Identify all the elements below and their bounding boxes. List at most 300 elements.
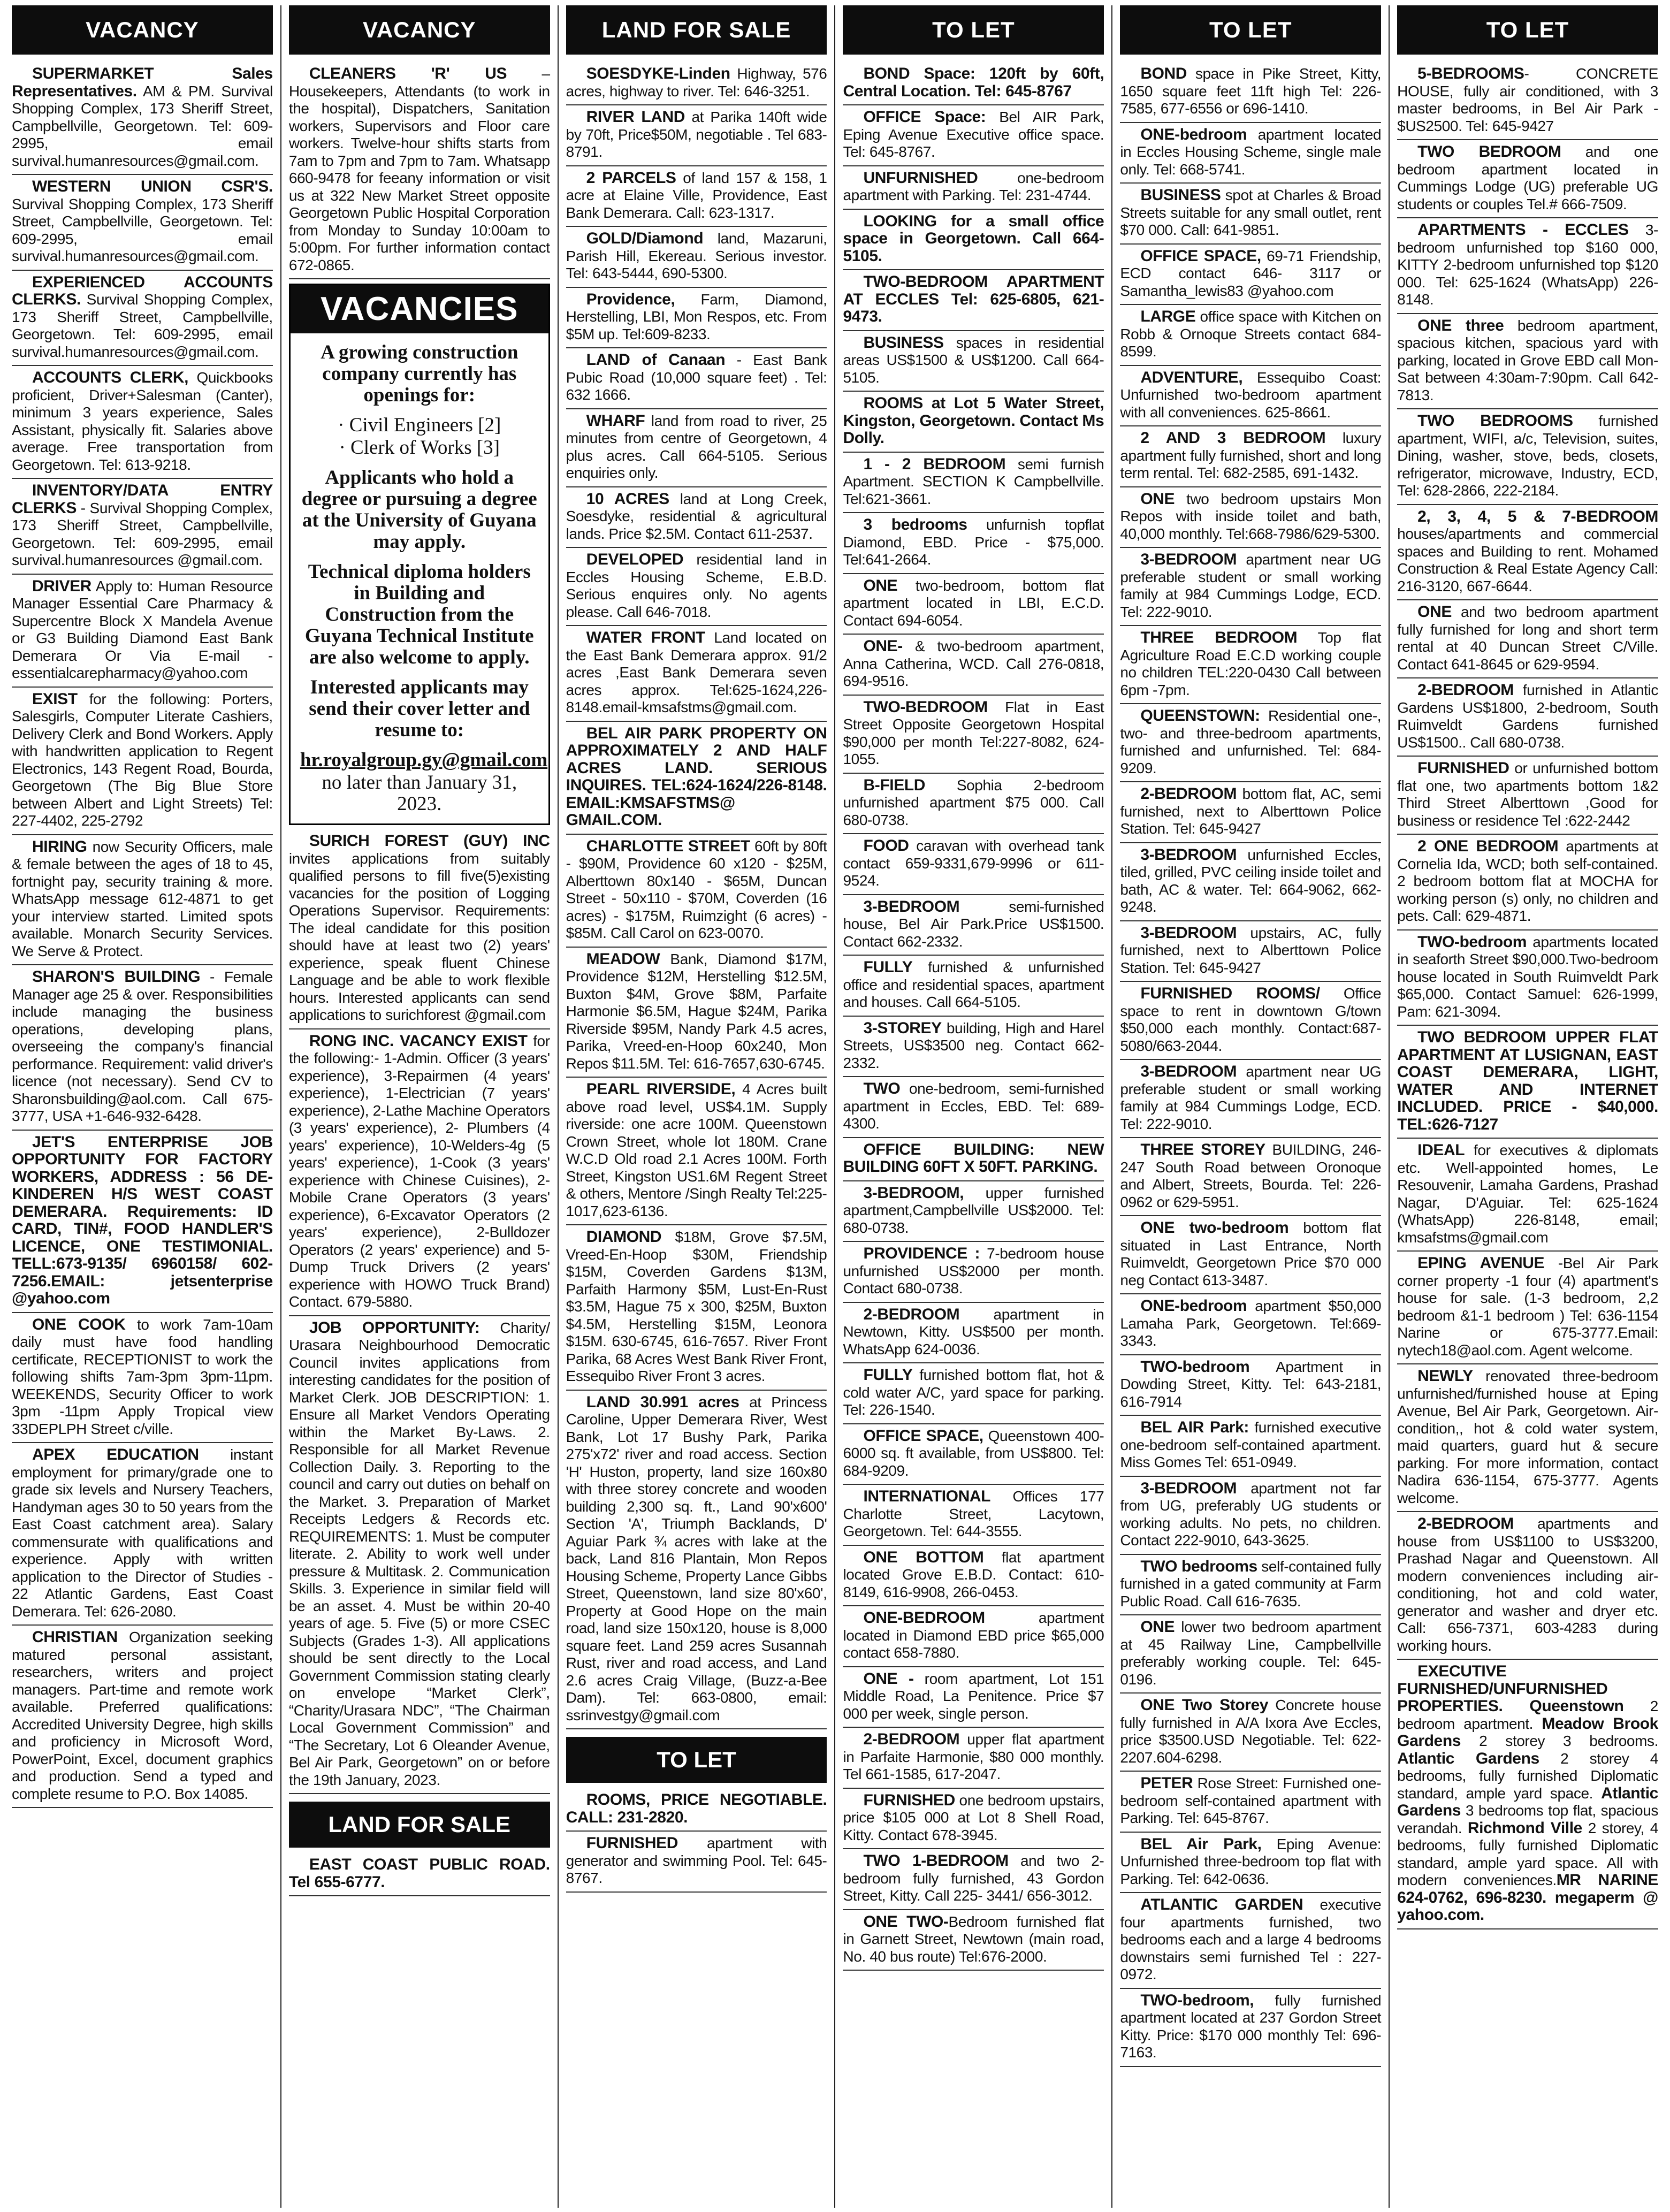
classified-ad [12, 366, 273, 479]
ad-lead: FURNISHED [586, 1834, 678, 1852]
ad-lead: GOLD/Diamond [586, 230, 704, 247]
column-header: VACANCY [289, 5, 550, 55]
ad-body: apartment in Newtown, Kitty. US$500 per month. WhatsApp 624-0036. [843, 1306, 1104, 1357]
classified-ad [1120, 1833, 1381, 1894]
classified-ad [12, 1626, 273, 1808]
ad-lead: ONE-bedroom [1140, 125, 1247, 143]
ad-lead: LOOKING for a small office space in Georgetown. Call 664-5105. [843, 212, 1104, 265]
ad-body: one bedroom upstairs, price $105 000 at Lot 8 Shell Road, Kitty. Contact 678-3945. [843, 1791, 1104, 1843]
ad-body: upstairs, AC, fully furnished, next to Alberttown Police Station. Tel: 645-9427 [1120, 924, 1382, 976]
ad-lead: THREE BEDROOM [1140, 629, 1298, 646]
ad-body: 2 storey, 4 bedrooms, fully furnished Diplomatic standard, ample yard space. All with modern conveniences. [1397, 1819, 1658, 1888]
ad-body: instant employment for primary/grade one to grade six levels and Nursery Teachers, Handyman ages 30 to 50 years from the East Coast catchment area). Salary commensurate with qualifications and experience. Apply with written application to the Director of Studies - 22 Atlantic Gardens, East Coast Demerara. Tel: 626-2080. [12, 1446, 273, 1620]
classified-ad [1120, 366, 1381, 427]
classified-ad [843, 895, 1104, 956]
classified-ad [1120, 1477, 1381, 1555]
classified-ad [566, 1788, 827, 1832]
ad-body: Essequibo Coast: Unfurnished two-bedroom apartment with all conveniences. 625-8661. [1120, 369, 1382, 421]
classified-ad [566, 1391, 827, 1730]
ad-lead: PEARL RIVERSIDE, [586, 1080, 736, 1098]
classified-ad [843, 513, 1104, 574]
ad-body: fully furnished apartment located at 237 Gordon Street Kitty. Price: $170 000 monthly Tel: 696-7163. [1120, 1992, 1382, 2061]
ad-body: Farm, Diamond, Herstelling, LBI, Mon Respos, etc. From $5M up. Tel:609-8233. [566, 291, 827, 342]
classified-ad [1120, 548, 1381, 626]
ad-lead: TWO BEDROOMS [1417, 412, 1573, 430]
ad-lead: WHARF [586, 411, 645, 430]
ad-lead: ROOMS at Lot 5 Water Street, Kingston, Georgetown. Contact Ms Dolly. [843, 394, 1104, 447]
ad-lead: 2-BEDROOM [863, 1730, 960, 1748]
classified-ad [566, 166, 827, 227]
ad-lead: 2-BEDROOM [1417, 681, 1514, 699]
ad-body: 60ft by 80ft - $90M, Providence 60 x120 - $25M, Alberttown 80x140 - $65M, Duncan Street - 50x110 - $70M, Coverden (16 acres) - $175M, Ruimzight (6 acres) - $85M. Call Carol on 623-0070. [566, 837, 827, 941]
ad-lead: BEL AIR PARK PROPERTY ON APPROXIMATELY 2 AND HALF ACRES LAND. SERIOUS INQUIRES. TEL:624-1624/226-8148. EMAIL:KMSAFSTMS@ GMAIL.COM. [566, 724, 827, 829]
classified-ad [1397, 600, 1658, 678]
column-4 [835, 5, 1112, 2208]
classified-ad [1397, 678, 1658, 757]
ad-body: office space with Kitchen on Robb & Ornoque Streets contact 684-8599. [1120, 308, 1382, 360]
classified-ad [843, 1849, 1104, 1910]
classified-ad [1120, 123, 1381, 184]
classified-ad [566, 348, 827, 409]
ad-body: -Bel Air Park corner property -1 four (4) apartment's house for sale. (1-3 bedroom, 2,2 bedroom &1-1 bedroom ) Tel: 636-1154 Narine or 675-3777.Email: nytech18@aol.com. Agent welcome. [1397, 1255, 1658, 1359]
classified-ad [12, 479, 273, 575]
ad-body: Quickbooks proficient, Driver+Salesman (Canter), minimum 3 years experience, Sales Assistant, physically fit. Salaries above average. Free transportation from Georgetown. Tel: 613-9218. [12, 369, 273, 473]
ad-lead: TWO BEDROOM UPPER FLAT APARTMENT AT LUSIGNAN, EAST COAST DEMERARA, LIGHT, WATER AND INTERNET INCLUDED. PRICE - $40,000. TEL:626-7127 [1397, 1028, 1658, 1133]
classified-ad [12, 965, 273, 1131]
classified-ad [843, 1017, 1104, 1078]
classified-ad [1120, 921, 1381, 982]
ad-body: 2 bedroom apartment. [1397, 1698, 1658, 1732]
classified-ad [843, 696, 1104, 774]
classified-ad [1120, 1060, 1381, 1138]
ad-lead: FULLY [863, 958, 913, 976]
ad-lead: 2 AND 3 BEDROOM [1140, 429, 1326, 447]
ad-body: - East Bank Pubic Road (10,000 square feet) . Tel: 632 1666. [566, 352, 827, 403]
ad-lead: NEWLY [1417, 1367, 1473, 1385]
ad-body: 2 storey 4 bedrooms, fully furnished Diplomatic standard, ample yard space. [1397, 1750, 1658, 1802]
ad-body: executive four apartments furnished, two bedrooms each and a large 4 bedrooms downstairs semi furnished Tel : 227-0972. [1120, 1896, 1382, 1982]
ad-body: - CONCRETE HOUSE, fully air conditioned, with 3 master bedrooms, in Bel Air Park - $US2500. Tel: 645-9427 [1397, 65, 1658, 134]
column-1 [4, 5, 281, 2208]
classified-ad [566, 835, 827, 948]
ad-lead: SOESDYKE-Linden [586, 65, 730, 82]
classified-ad [566, 288, 827, 349]
ad-lead: EXIST [32, 690, 78, 708]
classified-ad [1120, 1694, 1381, 1772]
ad-body: semi furnish Apartment. SECTION K Campbellville. Tel:621-3661. [843, 455, 1104, 507]
vacancies-box [289, 284, 550, 825]
ad-lead: TWO BEDROOM [1417, 143, 1561, 161]
ad-lead: JET'S ENTERPRISE JOB OPPORTUNITY FOR FACTORY WORKERS, ADDRESS : 56 DE-KINDEREN H/S WEST COAST DEMERARA. Requirements: ID CARD, TIN#, FOOD HANDLER'S LICENCE, ONE TESTIMONIAL. TELL:673-9135/ 6960158/ 602-7256.EMAIL: jetsenterprise @yahoo.com [12, 1133, 273, 1307]
ad-body: flat apartment located Grove E.B.D. Contact: 610-8149, 616-9908, 266-0453. [843, 1549, 1104, 1600]
classified-ad [843, 1667, 1104, 1728]
classified-ad [1120, 1355, 1381, 1416]
ad-lead: BUSINESS [1140, 186, 1221, 204]
ad-lead: ONE BOTTOM [863, 1548, 984, 1566]
ad-lead: FOOD [863, 837, 909, 855]
ad-body: furnished bottom flat, hot & cold water A/C, yard space for parking. Tel: 226-1540. [843, 1367, 1104, 1418]
ad-body: furnished in Atlantic Gardens US$1800, 2-bedroom, South Ruimveldt Gardens furnished US$1500.. Call 680-0738. [1397, 682, 1658, 751]
ad-body: apartment not far from UG, preferably UG students or working adults. No pets, no children. Contact 222-9010, 643-3625. [1120, 1479, 1382, 1549]
classified-ad [1397, 505, 1658, 601]
ad-lead: TWO-BEDROOM [863, 698, 988, 716]
ad-lead: ONE three [1417, 316, 1504, 334]
ad-body: and two 2-bedroom fully furnished, 43 Gordon Street, Kitty. Call 225- 3441/ 656-3012. [843, 1852, 1104, 1904]
ad-lead: ONE-bedroom [1140, 1297, 1247, 1315]
ad-body: apartment $50,000 Lamaha Park, Georgetown. Tel:669-3343. [1120, 1298, 1382, 1349]
ad-body: spaces in residential areas US$1500 & US$1200. Call 664-5105. [843, 334, 1104, 386]
ad-body: furnished & unfurnished office and residential spaces, apartment and houses. Call 664-5105. [843, 959, 1104, 1010]
ad-body: Top flat Agriculture Road E.C.D working couple no children TEL:220-0430 Call between 6pm -7pm. [1120, 629, 1382, 698]
classified-ad [1120, 843, 1381, 921]
ad-lead: B-FIELD [863, 776, 925, 794]
ad-lead: TWO-bedroom [1417, 933, 1527, 951]
ad-body: 2 storey 3 bedrooms. [1461, 1733, 1658, 1749]
ad-lead: FURNISHED [863, 1791, 955, 1809]
ad-body: bottom flat, AC, semi furnished, next to Alberttown Police Station. Tel: 645-9427 [1120, 785, 1382, 837]
ad-body: land from road to river, 25 minutes from centre of Georgetown, 4 plus acres. Call 664-5105. Serious enquiries only. [566, 412, 827, 481]
ad-lead: BOND [1140, 65, 1187, 82]
classified-ad [843, 1728, 1104, 1789]
ad-lead: BEL AIR Park: [1140, 1418, 1249, 1436]
ad-body: luxury apartment fully furnished, short and long term rental. Tel: 682-2585, 691-1432. [1120, 430, 1382, 481]
classified-ad [1120, 704, 1381, 782]
classified-ad [843, 1485, 1104, 1546]
classified-ad [566, 548, 827, 626]
ad-body: apartment located in Eccles Housing Scheme, single male only. Tel: 668-5741. [1120, 126, 1382, 178]
ad-body: at Parika 140ft wide by 70ft, Price$50M, negotiable . Tel 683-8791. [566, 109, 827, 160]
classified-ad [843, 1303, 1104, 1364]
classified-ad [12, 62, 273, 175]
ad-lead: Meadow Brook Gardens [1397, 1714, 1658, 1750]
ad-lead: APEX EDUCATION [32, 1446, 199, 1463]
ad-lead: TWO [863, 1080, 901, 1097]
ad-lead: 5-BEDROOMS [1417, 65, 1524, 82]
ad-lead: TWO-bedroom [1140, 1357, 1250, 1376]
ad-lead: LARGE [1140, 308, 1196, 325]
classified-ad [289, 829, 550, 1029]
classified-ad [12, 1313, 273, 1444]
ad-lead: BUSINESS [863, 333, 944, 352]
classified-ad [566, 105, 827, 166]
ad-lead: QUEENSTOWN: [1140, 707, 1260, 724]
ad-body: or unfurnished bottom flat one, two apartments bottom 1&2 Third Street Alberttown ,Good for business or residence Tel :622-2442 [1397, 760, 1658, 829]
ad-body: two-bedroom, bottom flat apartment located in LBI, E.C.D. Contact 694-6054. [843, 577, 1104, 629]
ad-lead: ONE two-bedroom [1140, 1219, 1289, 1237]
ad-body: 4 Acres built above road level, US$4.1M. Supply riverside: one acre 100M. Queenstown Crown Street, whole lot 180M. Crane W.C.D Old road 2.1 Acres 100M. Forth Street, Kingston US1.6M Regent Street & others, Mentore /Singh Realty Tel:225-1017,623-6136. [566, 1081, 827, 1219]
ad-body: unfurnish topflat Diamond, EBD. Price - $75,000. Tel:641-2664. [843, 516, 1104, 568]
ad-lead: ONE [1140, 490, 1175, 508]
ad-body: land, Mazaruni, Parish Hill, Ekereau. Serious investor. Tel: 643-5444, 690-5300. [566, 230, 827, 281]
ad-lead: RONG INC. VACANCY EXIST [309, 1032, 528, 1050]
classified-ad [1120, 245, 1381, 306]
classified-ad [289, 62, 550, 279]
ad-lead: 3-BEDROOM, [863, 1184, 964, 1202]
ad-lead: 3-BEDROOM [1140, 845, 1237, 864]
classified-ad [566, 1078, 827, 1225]
ad-lead: Providence, [586, 290, 675, 308]
classified-ad [566, 1225, 827, 1391]
ad-lead: ONE [863, 576, 898, 594]
classified-ad [1120, 1555, 1381, 1616]
classified-ad [1397, 409, 1658, 505]
ad-body: apartment near UG preferable student or small working family at 984 Cummings Lodge, ECD. Tel: 222-9010. [1120, 551, 1382, 620]
ad-body: 3 bedrooms top flat, spacious verandah. [1397, 1802, 1658, 1836]
ad-body: BUILDING, 246-247 South Road between Oronoque and Albert, Streets, Bourda. Tel: 226-0962 or 629-5951. [1120, 1141, 1382, 1210]
column-5 [1112, 5, 1390, 2208]
classified-ad [12, 575, 273, 688]
ad-body: one-bedroom apartment with Parking. Tel: 231-4744. [843, 169, 1104, 203]
ad-body: Concrete house fully furnished in A/A Ixora Ave Eccles, price $3500.USD Negotiable. Tel: 622-2207.604-6298. [1120, 1697, 1382, 1766]
ad-lead: WATER FRONT [586, 629, 705, 646]
ad-body: apartments located in seaforth Street $90,000.Two-bedroom house located in South Ruimveldt Park $65,000. Contact Samuel: 626-1999, Pam: 621-3094. [1397, 933, 1658, 1020]
classified-ad [1120, 1893, 1381, 1989]
column-header: TO LET [1120, 5, 1381, 55]
ad-body: & two-bedroom apartment, Anna Catherina, WCD. Call 276-0818, 694-9516. [843, 638, 1104, 689]
ad-body: 3-bedroom unfurnished top $160 000, KITTY 2-bedroom unfurnished top $120 000. Tel: 625-1624 (WhatsApp) 226-8148. [1397, 222, 1658, 308]
ad-body: houses/apartments and commercial spaces and Building to rent. Mohamed Construction & Real Estate Agency Call: 216-3120, 667-6644. [1397, 525, 1658, 594]
box-email: hr.royalgroup.gy@gmail.com [300, 749, 548, 771]
ad-body: spot at Charles & Broad Streets suitable for any small outlet, rent $70 000. Call: 641-9851. [1120, 187, 1382, 238]
ad-body: Highway, 576 acres, highway to river. Tel: 646-3251. [566, 65, 827, 100]
classified-ad [12, 271, 273, 367]
ad-body: apartment located in Diamond EBD price $65,000 contact 658-7880. [843, 1610, 1104, 1661]
ad-body: - Survival Shopping Complex, 173 Sheriff Street, Campbellville, Georgetown. Tel: 609-2995, email survival.humanresources @gmail.com. [12, 499, 273, 568]
ad-lead: RIVER LAND [586, 108, 685, 126]
ad-lead: APARTMENTS - ECCLES [1417, 221, 1629, 239]
ad-lead: ONE COOK [32, 1315, 126, 1333]
ad-lead: 2 PARCELS [586, 169, 676, 187]
classified-ad [566, 1832, 827, 1893]
classified-ad [843, 574, 1104, 635]
classified-ad [566, 487, 827, 548]
ad-lead: EPING AVENUE [1417, 1254, 1545, 1272]
classified-ad [1120, 1138, 1381, 1216]
ad-body: at Princess Caroline, Upper Demerara River, West Bank, Lot 17 Bushy Park, Parika 275'x72' river and road access. Section 'H' Huston, property, land size 160x80 with three storey concrete and wooden building 2,300 sq. ft., Land 90'x600' Section 'A', Triumph Backlands, D' Aguiar Park ¾ acres with lake at the back, Land 816 Plantain, Mon Repos Housing Scheme, Property Lance Gibbs Street, Queenstown, land size 80'x60', Property at Good Hope on the main road, land size 150x120, house is 8,000 square feet. Land 259 acres Susannah Rust, river and road access, and Land 2.6 acres Craig Village, (Buzz-a-Bee Dam). Tel: 663-0800, email: ssrinvestgy@gmail.com [566, 1393, 827, 1723]
ad-body: 7-bedroom house unfurnished US$2000 per month. Contact 680-0738. [843, 1245, 1104, 1296]
column-header: VACANCY [12, 5, 273, 55]
classified-ad [843, 453, 1104, 514]
column-header: LAND FOR SALE [566, 5, 827, 55]
box-deadline: no later than January 31, 2023. [322, 772, 517, 815]
ad-body: Residential one-, two- and three-bedroom apartments, furnished and unfurnished. Tel: 684-9209. [1120, 707, 1382, 776]
ad-lead: EXECUTIVE FURNISHED/UNFURNISHED PROPERTIES. Queenstown [1397, 1662, 1624, 1715]
ad-body: furnished apartment, WIFI, a/c, Television, suites, Dining, washer, stove, beds, closets, refrigerator, microwave, Industry, ECD, Tel: 628-2866, 222-2184. [1397, 413, 1658, 499]
ad-lead: JOB OPPORTUNITY: [309, 1318, 480, 1337]
ad-body: 69-71 Friendship, ECD contact 646- 3117 or Samantha_lewis83 @yahoo.com [1120, 247, 1382, 299]
classified-ad [843, 331, 1104, 392]
ad-lead: DRIVER [32, 577, 91, 595]
classified-ad [1397, 218, 1658, 314]
ad-lead: EAST COAST PUBLIC ROAD. Tel 655-6777. [288, 1856, 550, 1891]
ad-lead: PROVIDENCE : [863, 1245, 980, 1262]
ad-lead: ONE [1417, 603, 1452, 621]
ad-body: Land located on the East Bank Demerara approx. 91/2 acres ,East Bank Demerara seven acres approx. Tel:625-1624,226-8148.email-kmsafstms@gmail.com. [566, 629, 827, 715]
ad-body: Queenstown 400-6000 sq. ft available, from US$800. Tel: 684-9209. [843, 1427, 1104, 1479]
ad-body: Bel AIR Park, Eping Avenue Executive office space. Tel: 645-8767. [843, 109, 1104, 160]
ad-body: land at Long Creek, Soesdyke, residential & agricultural lands. Price $2.5M. Contact 611-2537. [566, 490, 827, 542]
ad-lead: ACCOUNTS CLERK, [32, 369, 189, 386]
classified-ad [1120, 1216, 1381, 1294]
ad-lead: 3-BEDROOM [863, 897, 960, 916]
classified-ad [1397, 1660, 1658, 1929]
ad-body: Survival Shopping Complex, 173 Sheriff Street, Campbellville, Georgetown. Tel: 609-2995, email survival.humanresources@gmail.com. [12, 291, 273, 360]
ad-body: Apply to: Human Resource Manager Essential Care Pharmacy & Supercentre Block X Mandela Avenue or G3 Building Diamond East Bank Demerara Or Via E-mail - essentialcarepharmacy@yahoo.com [12, 577, 273, 681]
ad-lead: EXPERIENCED ACCOUNTS CLERKS. [12, 273, 273, 308]
ad-body: apartments and house from US$1100 to US$3200, Prashad Nagar and Queenstown. All modern conveniences including air-conditioning, hot and cold water, generator and washer and dryer etc. Call: 656-7371, 603-4283 during working hours. [1397, 1515, 1658, 1654]
classified-ad [843, 1424, 1104, 1485]
ad-lead: SURICH FOREST (GUY) INC [309, 832, 550, 850]
ad-lead: ATLANTIC GARDEN [1140, 1896, 1303, 1913]
ad-body: for the following:- 1-Admin. Officer (3 years' experience), 3-Repairmen (4 years' experience), 1-Electrician (7 years' experience), 2-Lathe Machine Operators (3 years' experience), 2- Plumbers (4 years' experience), 10-Welders-4g (5 years' experience), 1-Cook (3 years' experience with Chinese Cuisines), 2-Mobile Crane Operators (3 years' experience), 6-Excavator Operators (2 years' experience), 2-Bulldozer Operators (2 years' experience) and 5-Dump Truck Drivers (2 years' experience with HOWO Truck Brand) Contact. 679-5880. [288, 1032, 550, 1310]
ad-body: Organization seeking matured personal assistant, researchers, writers and project managers. Part-time and remote work available. Preferred qualifications: Accredited University Degree, high skills and proficiency in Microsoft Word, PowerPoint, Excel, document graphics and production. Send a typed and complete resume to P.O. Box 14085. [12, 1629, 273, 1802]
ad-lead: SUPERMARKET Sales Representatives. [12, 65, 273, 100]
classified-ad [1120, 982, 1381, 1060]
ad-body: for the following: Porters, Salesgirls, Computer Literate Cashiers, Delivery Clerk and Bond Workers. Apply with handwritten application to Regent Electronics, 143 Regent Road, Bourda, Georgetown (The Big Blue Store between Albert and Light Streets) Tel: 227-4402, 225-2792 [12, 690, 273, 829]
classified-ad [1397, 314, 1658, 410]
classified-ad [12, 688, 273, 835]
classified-ad [12, 1131, 273, 1313]
ad-lead: MR NARINE 624-0762, 696-8230. megaperm @ yahoo.com. [1397, 1871, 1658, 1924]
classified-ad [1397, 1252, 1658, 1364]
ad-body: upper flat apartment in Parfaite Harmonie, $80 000 monthly. Tel 661-1585, 617-2047. [843, 1731, 1104, 1782]
ad-body: furnished executive one-bedroom self-contained apartment. Miss Gomes Tel: 651-0949. [1120, 1419, 1382, 1470]
ad-lead: SHARON'S BUILDING [32, 968, 201, 986]
ad-lead: CHRISTIAN [32, 1628, 118, 1646]
column-header: TO LET [843, 5, 1104, 55]
column-header: TO LET [1397, 5, 1658, 55]
ad-body: and one bedroom apartment located in Cummings Lodge (UG) preferable UG students or couples Tel.# 666-7509. [1397, 143, 1658, 212]
box-paragraph: Applicants who hold a degree or pursuing a degree at the University of Guyana may apply. [301, 467, 537, 553]
ad-lead: ONE [1140, 1618, 1175, 1636]
ad-lead: INTERNATIONAL [863, 1488, 991, 1505]
ad-body: Sophia 2-bedroom unfurnished apartment $75 000. Call 680-0738. [843, 776, 1104, 828]
ad-lead: 2-BEDROOM [1140, 785, 1237, 803]
classified-ad [1397, 62, 1658, 140]
classified-ad [1397, 140, 1658, 218]
classified-ad [843, 1606, 1104, 1667]
ad-lead: ONE-BEDROOM [863, 1609, 985, 1627]
box-paragraph: Technical diploma holders in Building and Construction from the Guyana Technical Institute are also welcome to apply. [304, 561, 534, 668]
ad-body: caravan with overhead tank contact 659-9331,679-9996 or 611-9524. [843, 837, 1104, 889]
ad-lead: 3-BEDROOM [1140, 1479, 1237, 1497]
classified-ad [1120, 1772, 1381, 1833]
ad-lead: 3 bedrooms [863, 516, 967, 533]
classified-ad [566, 62, 827, 105]
ad-lead: DIAMOND [586, 1228, 662, 1246]
column-3 [559, 5, 836, 2208]
ad-lead: Richmond Ville [1467, 1819, 1582, 1837]
ad-body: Bank, Diamond $17M, Providence $12M, Herstelling $12.5M, Buxton $4M, Grove $8M, Parfaite Harmonie $6.5M, Hague $24M, Parika Riverside $95M, Nandy Park 4.5 acres, Parika, Vreed-en-Hoop 60x240, Mon Repos $11.5M. Tel: 616-7657,630-6745. [566, 950, 827, 1072]
ad-body: apartment with generator and swimming Pool. Tel: 645-8767. [566, 1835, 827, 1886]
ad-lead: 3-BEDROOM [1140, 924, 1237, 942]
ad-lead: HIRING [32, 837, 87, 856]
ad-body: bottom flat situated in Last Entrance, North Ruimveldt, Georgetown Price $70 000 neg Contact 613-3487. [1120, 1219, 1382, 1288]
ad-lead: ONE- [863, 637, 903, 655]
classified-ad [289, 1316, 550, 1795]
ad-lead: TWO bedrooms [1140, 1557, 1257, 1575]
section-subheader: LAND FOR SALE [289, 1802, 550, 1848]
ad-lead: LAND of Canaan [586, 351, 726, 369]
ad-lead: FURNISHED ROOMS/ [1140, 985, 1320, 1002]
classified-ad [843, 1363, 1104, 1424]
box-list-item: · Clerk of Works [3] [339, 437, 500, 459]
ad-lead: 1 - 2 BEDROOM [863, 455, 1006, 473]
classified-ad [566, 722, 827, 835]
classified-ad [1120, 305, 1381, 366]
ad-lead: 2-BEDROOM [863, 1305, 960, 1323]
classified-ad [843, 1077, 1104, 1138]
classified-ad [12, 175, 273, 271]
ad-lead: 10 ACRES [586, 490, 669, 508]
ad-lead: WESTERN UNION CSR'S. [32, 178, 273, 195]
ad-lead: BOND Space: 120ft by 60ft, Central Location. Tel: 645-8767 [843, 65, 1104, 100]
classified-ad [843, 166, 1104, 210]
ad-lead: ONE Two Storey [1140, 1696, 1269, 1714]
ad-lead: 3-BEDROOM [1140, 551, 1237, 568]
ad-lead: PETER [1140, 1774, 1193, 1792]
ad-body: Rose Street: Furnished one-bedroom self-contained apartment with Parking. Tel: 645-8767. [1120, 1775, 1382, 1826]
ad-lead: 2 ONE BEDROOM [1417, 837, 1559, 855]
ad-body: semi-furnished house, Bel Air Park.Price US$1500. Contact 662-2332. [843, 898, 1104, 950]
classifieds-page [4, 5, 1666, 2208]
classified-ad [843, 270, 1104, 331]
classified-ad [1120, 62, 1381, 123]
ad-lead: OFFICE SPACE, [863, 1427, 983, 1445]
classified-ad [566, 409, 827, 487]
classified-ad [843, 1242, 1104, 1303]
classified-ad [1397, 835, 1658, 930]
classified-ad [843, 1546, 1104, 1607]
box-list-item: · Civil Engineers [2] [338, 414, 501, 436]
ad-lead: FULLY [863, 1366, 913, 1384]
ad-lead: BEL Air Park, [1140, 1835, 1262, 1853]
ad-body: now Security Officers, male & female between the ages of 18 to 45, fortnight pay, security training & more. WhatsApp message 612-4871 to get your interview started. Limited spots available. Monarch Security Services. We Serve & Protect. [12, 838, 273, 959]
box-title: VACANCIES [291, 285, 548, 333]
ad-lead: OFFICE BUILDING: NEW BUILDING 60FT X 50FT. PARKING. [843, 1140, 1104, 1176]
ad-body: residential land in Eccles Housing Scheme, E.B.D. Serious enquires only. No agents please. Call 646-7018. [566, 551, 827, 620]
classified-ad [843, 1181, 1104, 1242]
classified-ad [12, 835, 273, 966]
ad-body: Flat in East Street Opposite Georgetown Hospital $90,000 per month Tel:227-8082, 624-1055. [843, 698, 1104, 767]
classified-ad [1120, 1989, 1381, 2067]
ad-lead: UNFURNISHED [863, 169, 978, 187]
classified-ad [843, 210, 1104, 271]
ad-body: Office space to rent in downtown G/town $50,000 each monthly. Contact:687-5080/663-2044. [1120, 985, 1382, 1054]
ad-lead: ROOMS, PRICE NEGOTIABLE. CALL: 231-2820. [566, 1791, 827, 1826]
classified-ad [843, 774, 1104, 835]
ad-lead: OFFICE Space: [863, 108, 986, 126]
classified-ad [289, 1853, 550, 1896]
classified-ad [1120, 1294, 1381, 1355]
ad-lead: CHARLOTTE STREET [586, 837, 750, 855]
classified-ad [289, 1029, 550, 1316]
ad-body: Bedroom furnished flat in Garnett Street, Newtown (main road, No. 40 bus route) Tel:676-2000. [843, 1913, 1104, 1965]
classified-ad [843, 956, 1104, 1017]
ad-body: one-bedroom, semi-furnished apartment in Eccles, EBD. Tel: 689-4300. [843, 1080, 1104, 1132]
ad-lead: MEADOW [586, 950, 660, 968]
classified-ad [843, 392, 1104, 453]
ad-lead: OFFICE SPACE, [1140, 247, 1261, 265]
ad-lead: TWO-bedroom, [1140, 1991, 1254, 2009]
ad-lead: 3-STOREY [863, 1019, 942, 1037]
classified-ad [843, 635, 1104, 696]
classified-ad [843, 1789, 1104, 1850]
ad-body: self-contained fully furnished in a gated community at Farm Public Road. Call 616-7635. [1120, 1558, 1382, 1610]
classified-ad [1120, 487, 1381, 548]
ad-body: to work 7am-10am daily must have food handling certificate, RECEPTIONIST to work the following shifts 7am-3pm 3pm-11pm. WEEKENDS, Security Officer to work 3pm -11pm Apply Tropical view 33DEPLPH Street c/ville. [12, 1316, 273, 1437]
ad-body: Charity/ Urasara Neighbourhood Democratic Council invites applications from interesting candidates for the position of Market Clerk. JOB DESCRIPTION: 1. Ensure all Market Vendors Operating within the Market By-Laws. 2. Responsible for all Market Revenue Collection Daily. 3. Reporting to the council and carry out duties on behalf on the Market. 3. Preparation of Market Receipts Ledgers & Records etc. REQUIREMENTS: 1. Must be computer literate. 2. Ability to work well under pressure & Multitask. 2. Communication Skills. 3. Experience in similar field will be an asset. 4. Must be within 20-40 years of age. 5. Five (5) or more CSEC Subjects (Grades 1-3). All applications should be sent directly to the Local Government Commission stating clearly on envelope “Market Clerk”, “Charity/Urasara NDC”, “The Chairman Local Government Commission” and “The Secretary, Lot 6 Oleander Avenue, Bel Air Park, Georgetown” on or before the 19th January, 2023. [288, 1319, 550, 1788]
